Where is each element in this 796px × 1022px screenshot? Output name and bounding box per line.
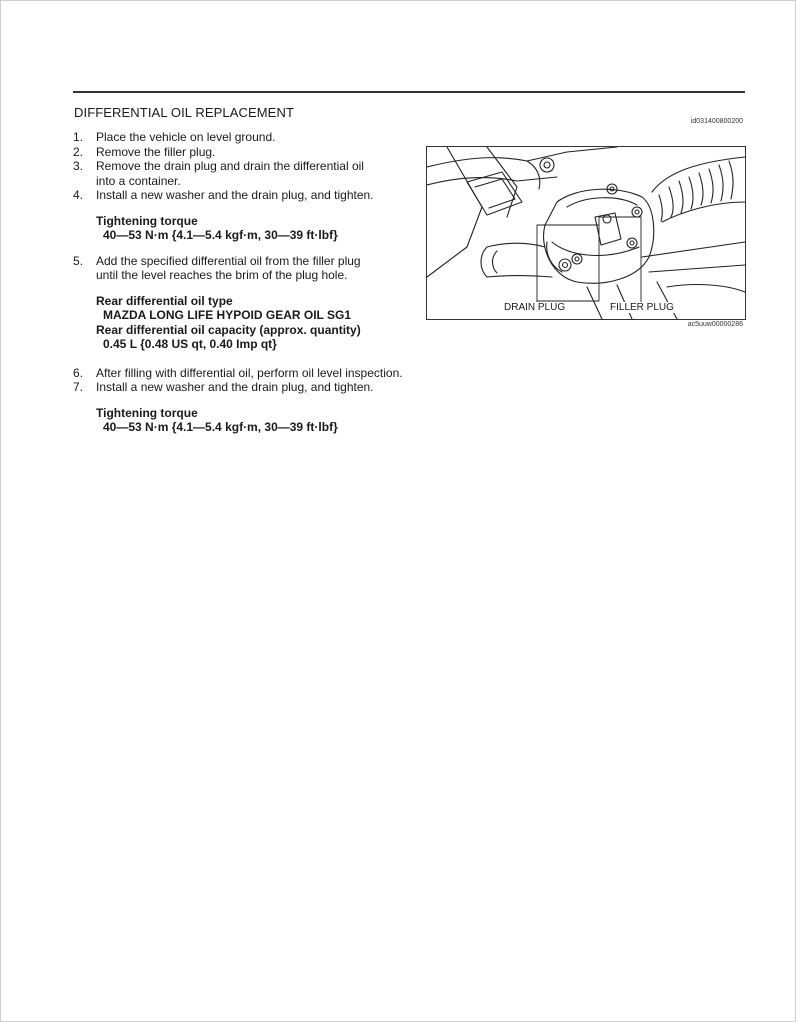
torque-value: 40—53 N·m {4.1—5.4 kgf·m, 30—39 ft·lbf} bbox=[103, 420, 338, 434]
drain-plug-label: DRAIN PLUG bbox=[504, 302, 566, 313]
step-text: After filling with differential oil, perform oil level inspection. bbox=[96, 365, 403, 380]
step-text: Add the specified differential oil from the filler plug bbox=[96, 253, 361, 268]
torque-label: Tightening torque bbox=[96, 213, 198, 228]
step-2 bbox=[73, 145, 453, 160]
header-rule bbox=[73, 91, 745, 93]
step-6 bbox=[73, 366, 453, 381]
step-number: 5. bbox=[73, 253, 84, 268]
oil-type-label: Rear differential oil type bbox=[96, 293, 233, 308]
step-number: 6. bbox=[73, 365, 84, 380]
procedure-content bbox=[73, 130, 453, 435]
oil-type-value: MAZDA LONG LIFE HYPOID GEAR OIL SG1 bbox=[103, 308, 352, 322]
step-text: Place the vehicle on level ground. bbox=[96, 130, 276, 144]
step-text-continued: until the level reaches the brim of the plug hole. bbox=[96, 268, 348, 282]
step-number: 4. bbox=[73, 188, 84, 202]
step-text-continued: into a container. bbox=[96, 173, 181, 188]
document-id: id031400800200 bbox=[690, 118, 743, 125]
filler-plug-label: FILLER PLUG bbox=[610, 302, 674, 313]
steps-6-7 bbox=[73, 366, 453, 395]
differential-drawing bbox=[427, 147, 745, 319]
step-number: 2. bbox=[73, 144, 84, 159]
oil-capacity-label: Rear differential oil capacity (approx. quantity) bbox=[96, 322, 361, 337]
step-1 bbox=[73, 130, 453, 145]
differential-illustration bbox=[426, 146, 746, 320]
step-7 bbox=[73, 380, 453, 395]
step-text: Remove the filler plug. bbox=[96, 144, 216, 159]
torque-value: 40—53 N·m {4.1—5.4 kgf·m, 30—39 ft·lbf} bbox=[103, 228, 338, 242]
steps-1-4 bbox=[73, 130, 453, 203]
torque-spec-1 bbox=[73, 214, 453, 243]
torque-label: Tightening torque bbox=[96, 405, 198, 420]
step-3 bbox=[73, 159, 453, 188]
step-text: Install a new washer and the drain plug, and tighten. bbox=[96, 188, 374, 202]
figure-caption-id: ac5uuw00000286 bbox=[687, 321, 743, 328]
step-number: 7. bbox=[73, 380, 84, 394]
section-title: DIFFERENTIAL OIL REPLACEMENT bbox=[74, 105, 294, 120]
oil-capacity-value: 0.45 L {0.48 US qt, 0.40 Imp qt} bbox=[103, 337, 277, 351]
step-number: 1. bbox=[73, 130, 84, 144]
torque-spec-2 bbox=[73, 406, 453, 435]
step-number: 3. bbox=[73, 159, 84, 173]
step-text: Remove the drain plug and drain the differential oil bbox=[96, 159, 364, 173]
step-5 bbox=[73, 254, 453, 283]
step-4 bbox=[73, 188, 453, 203]
step-text: Install a new washer and the drain plug, and tighten. bbox=[96, 380, 374, 394]
oil-spec bbox=[73, 294, 453, 352]
